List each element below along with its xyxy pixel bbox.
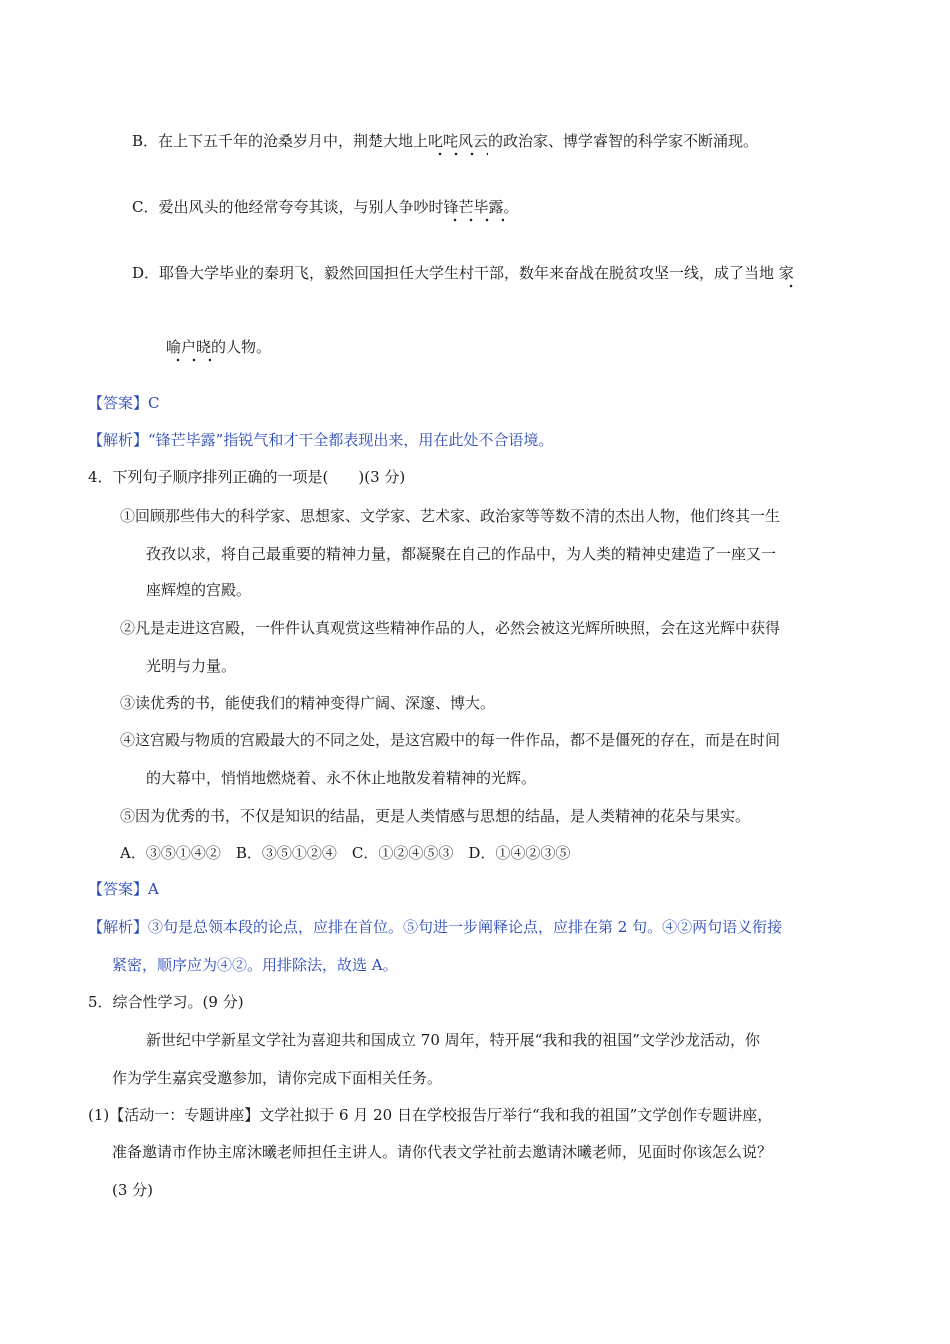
option-c-dotted-word: 锋芒毕露 [443,198,504,216]
option-c-post: 。 [503,198,519,216]
option-b-pre: B．在上下五千年的沧桑岁月中，荆楚大地上 [132,132,429,150]
option-b-dotted-word: 叱咤风云 [428,132,489,150]
q4-sentence-4-l1: ④这宫殿与物质的宫殿最大的不同之处，是这宫殿中的每一件作品，都不是僵死的存在，而是在时间 [120,731,781,749]
option-c [132,196,519,218]
option-d-post: 的人物。 [211,338,272,356]
q5-intro-l1: 新世纪中学新星文学社为喜迎共和国成立 70 周年，特开展“我和我的祖国”文学沙龙活动，你 [146,1031,760,1049]
option-c-pre: C．爱出风头的他经常夸夸其谈，与别人争吵时 [132,198,444,216]
answer-value: A [148,880,159,898]
q5-task1-l1: (1)【活动一：专题讲座】文学社拟于 6 月 20 日在学校报告厅举行“我和我的祖国”文学创作专题讲座， [88,1106,773,1124]
q4-analysis-l2: 紧密，顺序应为④②。用排除法，故选 A。 [112,956,398,974]
q4-sentence-1-l2: 孜孜以求，将自己最重要的精神力量，都凝聚在自己的作品中，为人类的精神史建造了一座又一 [146,545,777,563]
q4-sentence-3: ③读优秀的书，能使我们的精神变得广阔、深邃、博大。 [120,694,496,712]
option-d-pre: D．耶鲁大学毕业的秦玥飞，毅然回国担任大学生村干部，数年来奋战在脱贫攻坚一线，成了当地 [132,264,779,282]
analysis-label: 【解析】 [88,431,149,449]
option-b-post: 的政治家、博学睿智的科学家不断涌现。 [488,132,759,150]
option-d-dotted-1: 家 [778,264,794,282]
q4-analysis-l1 [88,916,782,938]
q5-stem: 5．综合性学习。(9 分) [88,993,244,1011]
analysis-label: 【解析】 [88,918,149,936]
analysis-text: “锋芒毕露”指锐气和才干全都表现出来，用在此处不合语境。 [148,431,554,449]
q4-sentence-1-l3: 座辉煌的宫殿。 [146,581,252,599]
q4-answer [88,878,159,900]
q5-intro-l2: 作为学生嘉宾受邀参加，请你完成下面相关任务。 [112,1069,443,1087]
q4-sentence-5: ⑤因为优秀的书，不仅是知识的结晶，更是人类情感与思想的结晶，是人类精神的花朵与果实。 [120,807,751,825]
answer-label: 【答案】 [88,880,149,898]
option-d-line1 [132,262,794,284]
q4-options: A．③⑤①④② B．③⑤①②④ C．①②④⑤③ D．①④②③⑤ [120,844,571,862]
q4-sentence-4-l2: 的大幕中，悄悄地燃烧着、永不休止地散发着精神的光辉。 [146,769,537,787]
q4-sentence-2-l1: ②凡是走进这宫殿，一件件认真观赏这些精神作品的人，必然会被这光辉所映照，会在这光辉中获得 [120,619,781,637]
answer-value: C [148,394,160,412]
option-d-line2 [166,336,271,358]
q3-analysis [88,429,553,451]
option-d-dotted-2: 喻户晓 [166,338,212,356]
analysis-text: ③句是总领本段的论点，应排在首位。⑤句进一步阐释论点，应排在第 2 句。④②两句语义衔接 [148,918,783,936]
answer-label: 【答案】 [88,394,149,412]
q4-sentence-2-l2: 光明与力量。 [146,657,237,675]
option-b [132,130,758,152]
q3-answer [88,392,160,414]
q4-stem: 4．下列句子顺序排列正确的一项是( )(3 分) [88,468,406,486]
q5-task1-l3: (3 分) [112,1181,154,1199]
q4-sentence-1-l1: ①回顾那些伟大的科学家、思想家、文学家、艺术家、政治家等等数不清的杰出人物，他们终其一生 [120,507,781,525]
q5-task1-l2: 准备邀请市作协主席沐曦老师担任主讲人。请你代表文学社前去邀请沐曦老师，见面时你该怎么说？ [112,1143,773,1161]
